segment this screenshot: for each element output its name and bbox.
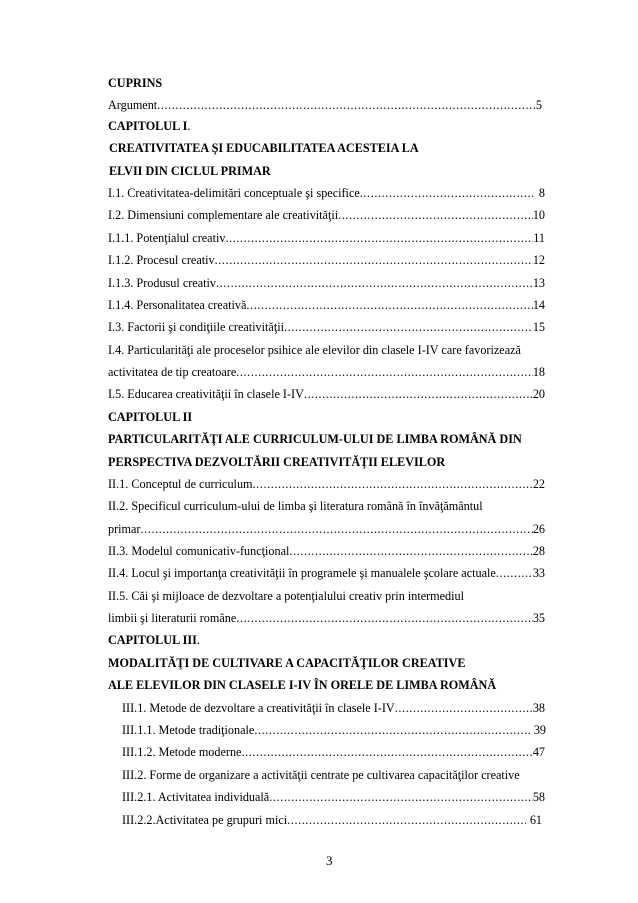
toc-entry-title: I.1.1. Potenţialul creativ	[108, 231, 226, 245]
toc-entry-page: 35	[532, 611, 545, 625]
leader-dots	[289, 544, 532, 558]
toc-entry[interactable]	[108, 477, 545, 491]
toc-entry-title: II.4. Locul şi importanţa creativităţii în programele şi manualele şcolare actuale	[108, 566, 496, 580]
toc-entry[interactable]	[122, 790, 545, 804]
toc-entry[interactable]	[122, 723, 546, 737]
toc-entry-title: Argument	[108, 98, 158, 112]
chapter-2-title-line: PERSPECTIVA DEZVOLTĂRII CREATIVITĂŢII ELEVILOR	[108, 455, 446, 469]
toc-entry-title: primar	[108, 522, 141, 536]
toc-entry-title-line[interactable]: III.2. Forme de organizare a activităţii centrate pe cultivarea capacităţilor creative	[122, 768, 520, 782]
toc-entry-title: III.2.2.Activitatea pe grupuri mici	[122, 813, 288, 827]
toc-entry-page: 8	[538, 186, 545, 200]
toc-entry[interactable]	[108, 522, 545, 536]
toc-entry-title: limbii şi literaturii române	[108, 611, 237, 625]
toc-entry[interactable]	[108, 566, 545, 580]
toc-entry-page: 13	[532, 276, 545, 290]
chapter-2-title-line: PARTICULARITĂŢI ALE CURRICULUM-ULUI DE LIMBA ROMÂNĂ DIN	[108, 432, 522, 446]
toc-entry-title: II.3. Modelul comunicativ-funcţional	[108, 544, 290, 558]
toc-entry-page: 22	[532, 477, 545, 491]
toc-entry-title: III.1.1. Metode tradiţionale	[122, 723, 255, 737]
leader-dots	[284, 320, 533, 334]
toc-entry-title: I.5. Educarea creativităţii în clasele I-IV	[108, 387, 304, 401]
leader-dots	[241, 745, 532, 759]
toc-entry-title: I.3. Factorii şi condiţiile creativităţii	[108, 320, 284, 334]
toc-entry[interactable]	[108, 276, 545, 290]
leader-dots	[395, 701, 533, 715]
toc-entry-title: III.1. Metode de dezvoltare a creativităţii în clasele I-IV	[122, 701, 395, 715]
toc-entry[interactable]	[108, 320, 545, 334]
toc-entry[interactable]	[108, 387, 545, 401]
toc-entry-page: 47	[532, 745, 545, 759]
toc-entry-page: 12	[532, 253, 545, 267]
leader-dots	[236, 365, 533, 379]
chapter-3-heading[interactable]: CAPITOLUL III.	[108, 633, 200, 647]
toc-entry-page: 5	[535, 98, 542, 112]
toc-entry-page: 28	[532, 544, 545, 558]
toc-entry-page: 38	[532, 701, 545, 715]
chapter-1-title-line: ELVII DIN CICLUL PRIMAR	[109, 164, 271, 178]
chapter-2-heading[interactable]: CAPITOLUL II	[108, 410, 193, 424]
toc-entry-title-line[interactable]: II.2. Specificul curriculum-ului de limba şi literatura română în învăţământul	[108, 499, 483, 513]
leader-dots	[225, 231, 533, 245]
toc-entry[interactable]	[122, 701, 545, 715]
toc-entry-page: 11	[533, 231, 545, 245]
toc-entry[interactable]	[108, 208, 545, 222]
toc-entry-page: 10	[532, 208, 545, 222]
toc-entry[interactable]	[108, 186, 545, 200]
leader-dots	[141, 522, 533, 536]
toc-entry-title: I.1.4. Personalitatea creativă	[108, 298, 247, 312]
toc-entry[interactable]	[108, 231, 545, 245]
leader-dots	[338, 208, 533, 222]
chapter-1-label: CAPITOLUL I	[108, 119, 188, 133]
toc-entry-title: I.1. Creativitatea-delimitări conceptuale şi specifice	[108, 186, 360, 200]
leader-dots	[215, 253, 533, 267]
toc-entry-title-line[interactable]: I.4. Particularităţi ale proceselor psihice ale elevilor din clasele I-IV care favorizează	[108, 343, 521, 357]
toc-entry-page: 15	[532, 320, 545, 334]
toc-entry-title: II.1. Conceptul de curriculum	[108, 477, 253, 491]
leader-dots	[360, 186, 535, 200]
leader-dots	[246, 298, 532, 312]
toc-heading: CUPRINS	[108, 76, 163, 90]
leader-dots	[216, 276, 533, 290]
chapter-3-label: CAPITOLUL III	[108, 633, 197, 647]
chapter-3-title-line: ALE ELEVILOR DIN CLASELE I-IV ÎN ORELE DE LIMBA ROMÂNĂ	[108, 678, 497, 692]
toc-entry-page: 14	[532, 298, 545, 312]
toc-entry-page: 20	[532, 387, 545, 401]
toc-entry-title: I.2. Dimensiuni complementare ale creativităţii	[108, 208, 339, 222]
leader-dots	[253, 477, 533, 491]
toc-entry-page: 39	[533, 723, 546, 737]
toc-entry[interactable]	[108, 253, 545, 267]
toc-entry-title-line[interactable]: II.5. Căi şi mijloace de dezvoltare a potenţialului creativ prin intermediul	[108, 589, 465, 603]
toc-entry-argument[interactable]	[108, 98, 542, 112]
leader-dots	[287, 813, 526, 827]
toc-entry[interactable]	[108, 298, 545, 312]
page-number: 3	[326, 853, 333, 868]
toc-entry-page: 33	[532, 566, 545, 580]
toc-entry-page: 26	[532, 522, 545, 536]
toc-entry-page: 61	[529, 813, 542, 827]
leader-dots	[236, 611, 533, 625]
toc-entry-title: I.1.2. Procesul creativ	[108, 253, 215, 267]
chapter-1-heading[interactable]: CAPITOLUL I.	[108, 119, 191, 133]
chapter-1-title-line: CREATIVITATEA ŞI EDUCABILITATEA ACESTEIA LA	[109, 141, 419, 155]
toc-entry[interactable]	[108, 365, 545, 379]
toc-entry-page: 18	[532, 365, 545, 379]
leader-dots	[269, 790, 533, 804]
toc-entry[interactable]	[108, 611, 545, 625]
chapter-3-title-line: MODALITĂŢI DE CULTIVARE A CAPACITĂŢILOR CREATIVE	[108, 656, 466, 670]
toc-entry-title: III.2.1. Activitatea individuală	[122, 790, 270, 804]
toc-entry[interactable]	[122, 745, 545, 759]
toc-entry-title: I.1.3. Produsul creativ	[108, 276, 216, 290]
leader-dots	[496, 566, 533, 580]
leader-dots	[254, 723, 529, 737]
toc-entry-title: III.1.2. Metode moderne	[122, 745, 242, 759]
toc-entry-page: 58	[532, 790, 545, 804]
toc-entry-title: activitatea de tip creatoare	[108, 365, 237, 379]
leader-dots	[157, 98, 536, 112]
toc-entry[interactable]	[122, 813, 542, 827]
leader-dots	[304, 387, 533, 401]
toc-entry[interactable]	[108, 544, 545, 558]
